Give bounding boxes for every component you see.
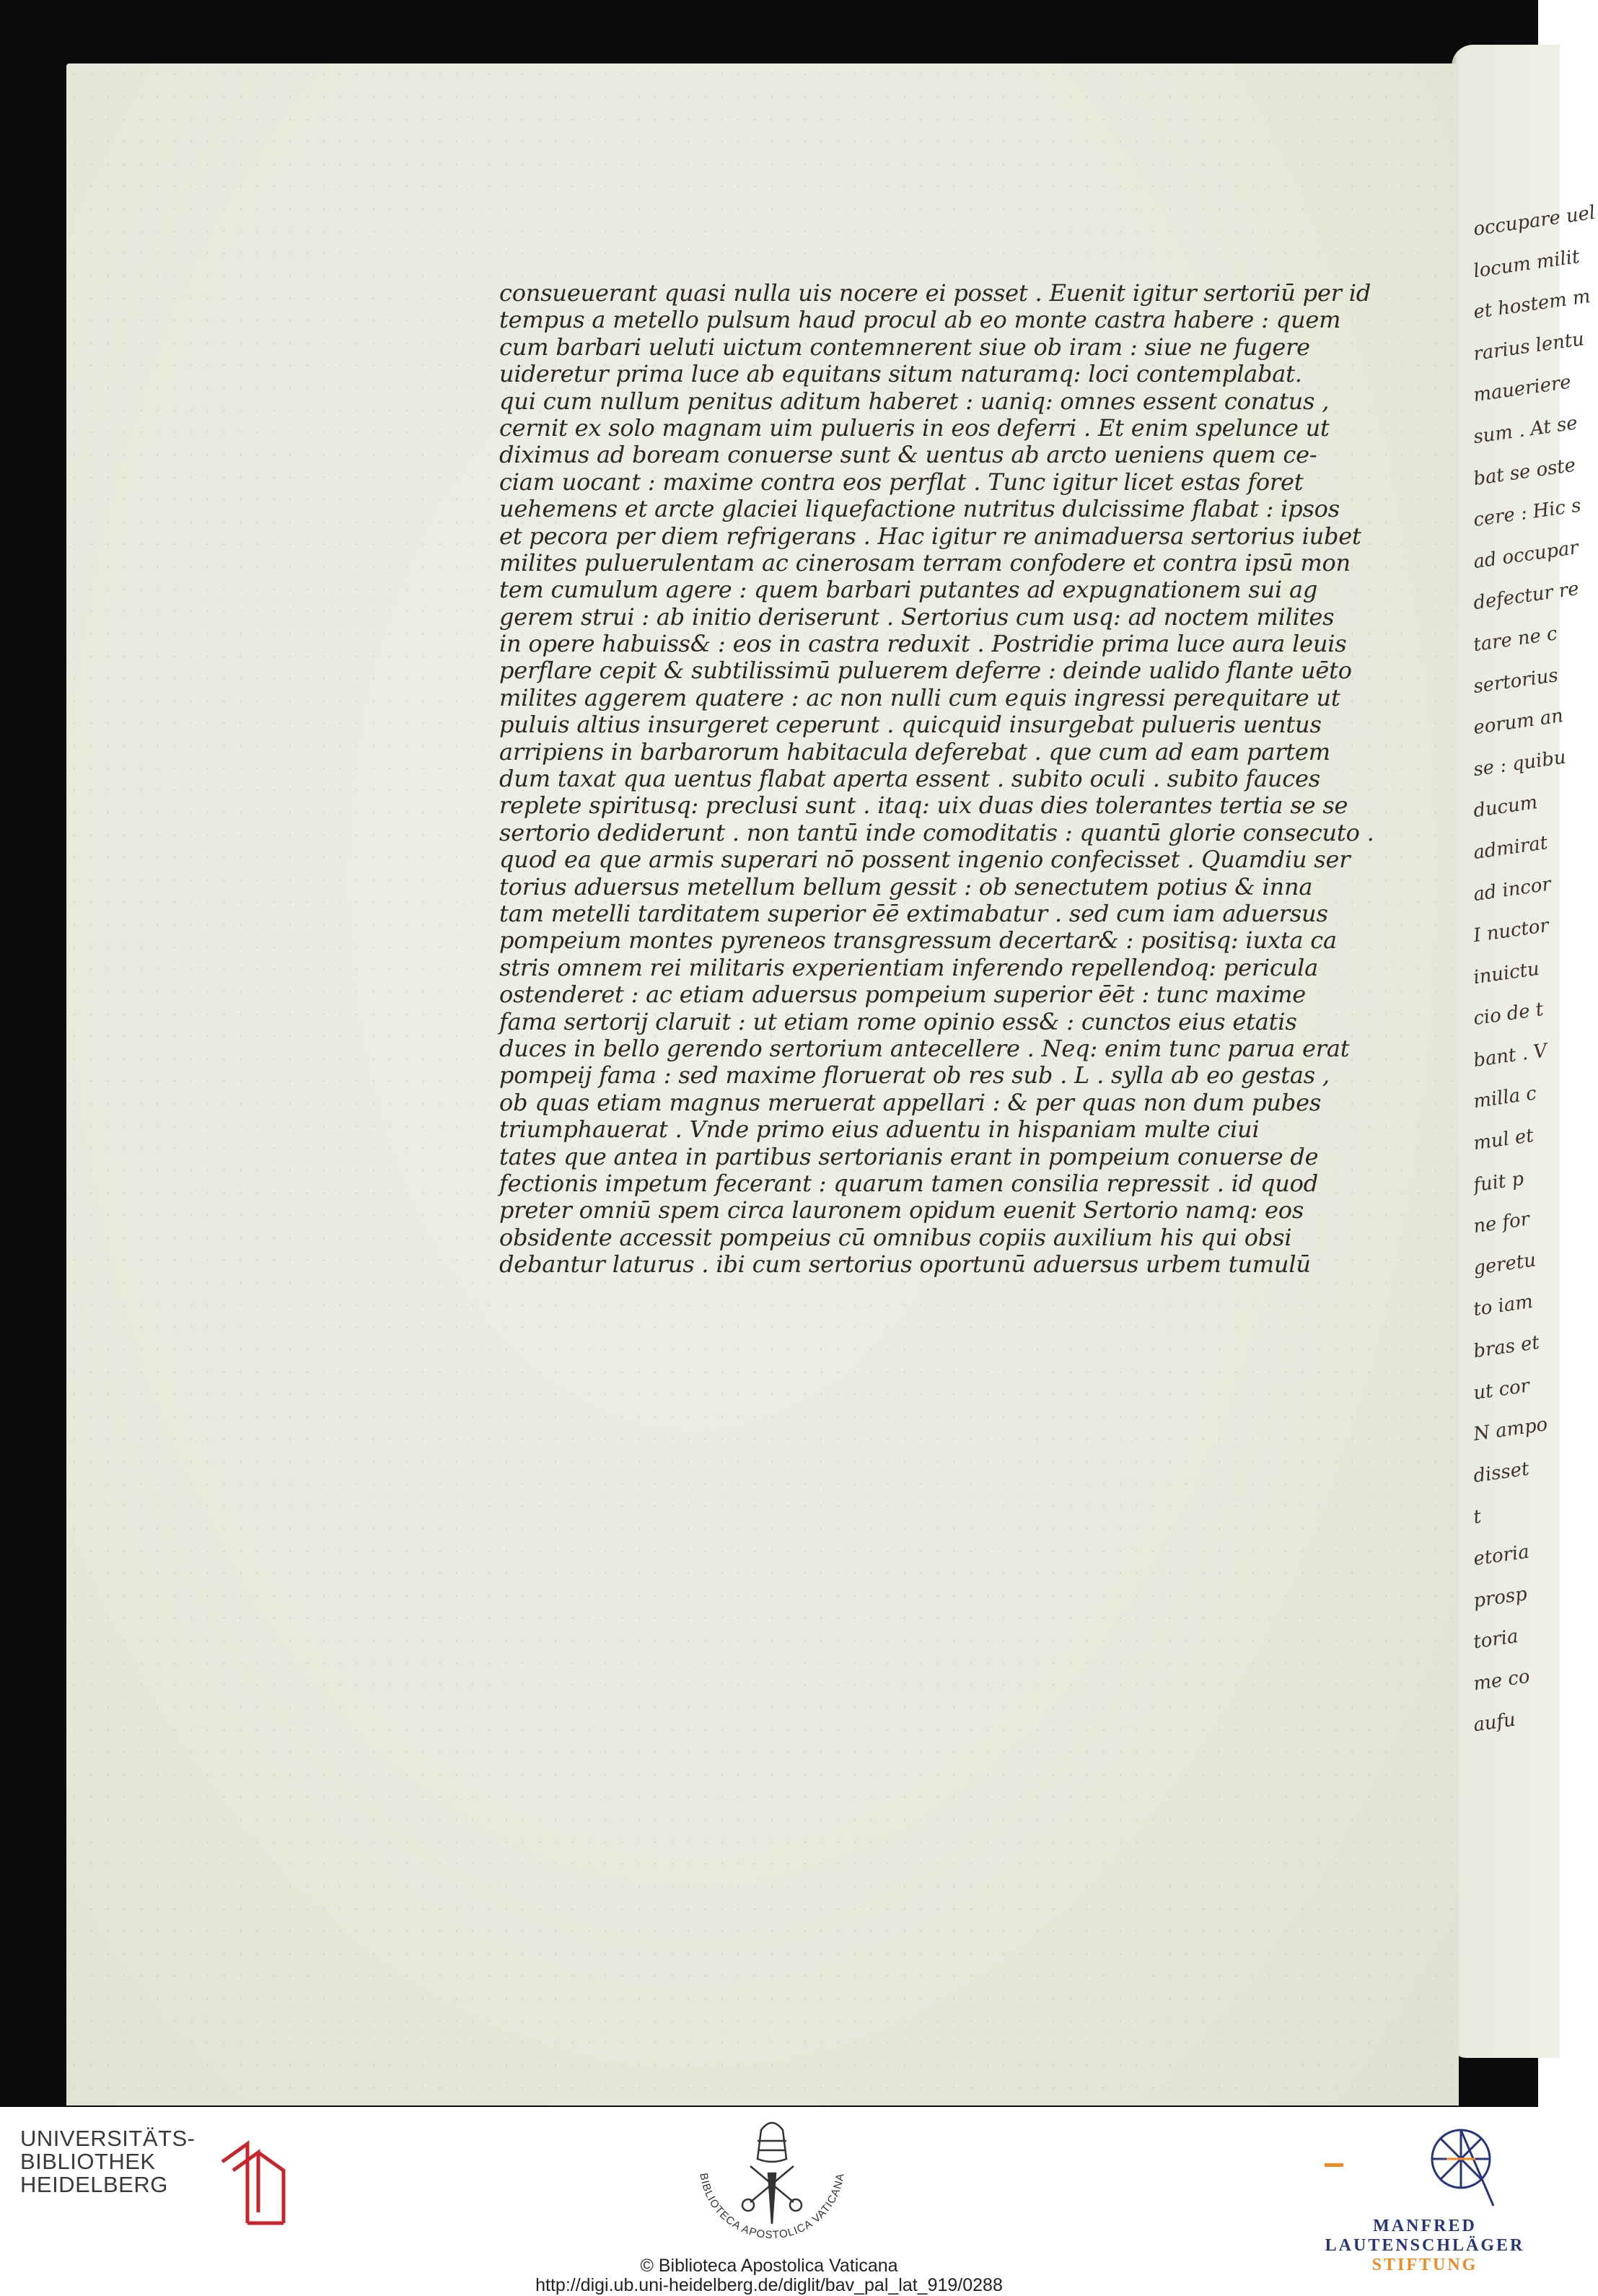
facing-page-line: fuit p <box>1472 1167 1525 1196</box>
ub-logo-line: HEIDELBERG <box>20 2172 168 2197</box>
manuscript-line: obsidente accessit pompeius cū omnibus copiis auxilium his qui obsi <box>499 1223 1292 1251</box>
facing-page-line: cere : Hic s <box>1472 494 1583 532</box>
facing-page-line: etoria <box>1472 1541 1531 1571</box>
facing-page-line: sertorius <box>1472 664 1560 698</box>
facing-page-line: me co <box>1472 1665 1532 1695</box>
facing-page-line: milla c <box>1472 1082 1538 1113</box>
facing-page-line: maueriere <box>1472 371 1573 407</box>
manuscript-line: tempus a metello pulsum haud procul ab eo monte castra habere : quem <box>499 306 1341 334</box>
facing-page-line: bant . V <box>1472 1040 1549 1072</box>
manuscript-line: uehemens et arcte glaciei liquefactione nutritus dulcissime flabat : ipsos <box>499 495 1340 523</box>
facing-page-line: N ampo <box>1472 1414 1550 1446</box>
lautenschlaeger-logo-text <box>1320 2217 1529 2275</box>
facing-page-line: inuictu <box>1472 958 1541 989</box>
facing-page-line: locum milit <box>1472 245 1581 282</box>
facing-page-line: occupare uel <box>1472 201 1597 241</box>
facing-page-line: bat se oste <box>1472 454 1577 490</box>
manuscript-line: arripiens in barbarorum habitacula deferebat . que cum ad eam partem <box>499 737 1330 766</box>
bav-logo[interactable] <box>678 2116 866 2245</box>
manuscript-line: sertorio dediderunt . non tantū inde comoditatis : quantū glorie consecuto . <box>499 818 1374 846</box>
orange-dash-decoration <box>1325 2163 1343 2167</box>
facing-page-line: toria <box>1472 1626 1520 1654</box>
manuscript-line: torius aduersus metellum bellum gessit : ob senectutem potius & inna <box>499 872 1313 901</box>
manuscript-line: replete spiritusq: preclusi sunt . itaq: uix duas dies tolerantes tertia se se <box>499 792 1348 820</box>
viewer-footer <box>0 2107 1538 2296</box>
sponsor-name-line: LAUTENSCHLÄGER <box>1325 2236 1525 2255</box>
facing-page-line: eorum an <box>1472 705 1565 740</box>
facing-page-line: I nuctor <box>1472 914 1550 947</box>
manuscript-line: fectionis impetum fecerant : quarum tamen consilia repressit . id quod <box>499 1169 1319 1197</box>
facing-page-line: aufu <box>1472 1709 1517 1737</box>
lautenschlaeger-compass-icon[interactable] <box>1425 2123 1504 2209</box>
manuscript-line: pompeij fama : sed maxime floruerat ob res sub . L . sylla ab eo gestas , <box>499 1061 1330 1090</box>
permalink-url[interactable]: http://digi.ub.uni-heidelberg.de/diglit/bav_pal_lat_919/0288 <box>535 2275 1003 2295</box>
manuscript-line: debantur laturus . ibi cum sertorius oportunū aduersus urbem tumulū <box>499 1250 1311 1279</box>
manuscript-line: tam metelli tarditatem superior ēē extimabatur . sed cum iam aduersus <box>499 899 1328 927</box>
manuscript-line: uideretur prima luce ab equitans situm naturamq: loci contemplabat. <box>499 360 1302 388</box>
manuscript-line: consueuerant quasi nulla uis nocere ei posset . Euenit igitur sertoriū per id <box>499 279 1371 307</box>
facing-page-line: sum . At se <box>1472 412 1579 449</box>
copyright-notice: © Biblioteca Apostolica Vaticana <box>640 2256 898 2276</box>
manuscript-line: diximus ad boream conuerse sunt & uentus ab arcto ueniens quem ce- <box>499 441 1317 469</box>
manuscript-page <box>66 63 1459 2106</box>
manuscript-line: perflare cepit & subtilissimū puluerem deferre : deinde ualido flante uēto <box>499 657 1352 685</box>
manuscript-line: qui cum nullum penitus aditum haberet : uaniq: omnes essent conatus , <box>499 387 1330 415</box>
manuscript-line: triumphauerat . Vnde primo eius aduentu in hispaniam multe ciui <box>499 1116 1260 1144</box>
facing-page-line: disset <box>1472 1458 1531 1488</box>
facing-page-line: ducum <box>1472 792 1540 823</box>
manuscript-line: ob quas etiam magnus meruerat appellari : & per quas non dum pubes <box>499 1088 1322 1116</box>
facing-page-line: se : quibu <box>1472 746 1568 781</box>
bav-logo-text: BIBLIOTECA APOSTOLICA VATICANA <box>697 2172 847 2242</box>
facing-page-line: et hostem m <box>1472 285 1592 324</box>
facing-page-line: ut cor <box>1472 1375 1531 1404</box>
manuscript-line: ciam uocant : maxime contra eos perflat . Tunc igitur licet estas foret <box>499 468 1304 496</box>
facing-page-line: admirat <box>1472 832 1550 864</box>
sponsor-name-line: MANFRED <box>1373 2217 1477 2235</box>
facing-page-line: defectur re <box>1472 578 1581 615</box>
facing-page-line: bras et <box>1472 1331 1541 1363</box>
manuscript-line: dum taxat qua uentus flabat aperta essent . subito oculi . subito fauces <box>499 765 1320 793</box>
manuscript-line: stris omnem rei militaris experientiam inferendo repellendoq: pericula <box>499 953 1319 981</box>
facing-page-line: ad incor <box>1472 872 1553 906</box>
facing-page-edge <box>1452 45 1597 2058</box>
manuscript-text-block <box>499 280 1372 1278</box>
facing-page-text <box>1472 201 1597 1741</box>
papal-crest-icon <box>678 2116 866 2245</box>
facing-page-line: geretu <box>1472 1249 1537 1280</box>
facing-page-line: prosp <box>1472 1582 1529 1612</box>
manuscript-line: tates que antea in partibus sertorianis erant in pompeium conuerse de <box>499 1142 1319 1170</box>
facing-page-line: rarius lentu <box>1472 328 1586 365</box>
manuscript-line: cernit ex solo magnam uim pulueris in eos deferri . Et enim spelunce ut <box>499 413 1330 442</box>
facing-page-line: t <box>1472 1506 1483 1529</box>
manuscript-line: tem cumulum agere : quem barbari putantes ad expugnationem sui ag <box>499 576 1318 604</box>
manuscript-line: puluis altius insurgeret ceperunt . quicquid insurgebat pulueris uentus <box>499 711 1322 739</box>
manuscript-line: preter omniū spem circa lauronem opidum euenit Sertorio namq: eos <box>499 1196 1304 1224</box>
ub-logo-line: BIBLIOTHEK <box>20 2149 156 2174</box>
facing-page-line: mul et <box>1472 1124 1535 1155</box>
manuscript-line: duces in bello gerendo sertorium antecellere . Neq: enim tunc parua erat <box>499 1034 1350 1062</box>
facing-page-line: to iam <box>1472 1291 1535 1321</box>
manuscript-line: milites aggerem quatere : ac non nulli cum equis ingressi perequitare ut <box>499 683 1340 711</box>
manuscript-line: ostenderet : ac etiam aduersus pompeium superior ēēt : tunc maxime <box>499 981 1306 1009</box>
manuscript-line: milites puluerulentam ac cinerosam terram confodere et contra ipsū mon <box>499 548 1351 577</box>
manuscript-line: cum barbari ueluti uictum contemnerent siue ob iram : siue ne fugere <box>499 333 1310 361</box>
manuscript-line: in opere habuiss& : eos in castra reduxit . Postridie prima luce aura leuis <box>499 630 1347 658</box>
facing-page-line: tare ne c <box>1472 623 1559 657</box>
ub-heidelberg-logo[interactable] <box>20 2127 280 2228</box>
facing-page-line: ne for <box>1472 1208 1531 1238</box>
facing-page-line: cio de t <box>1472 999 1545 1030</box>
sponsor-name-line: STIFTUNG <box>1371 2256 1478 2274</box>
ub-red-mark-icon <box>219 2140 287 2227</box>
ub-logo-line: UNIVERSITÄTS- <box>20 2126 196 2151</box>
facing-page-line: ad occupar <box>1472 536 1580 573</box>
manuscript-line: pompeium montes pyreneos transgressum decertar& : positisq: iuxta ca <box>499 926 1337 955</box>
manuscript-line: et pecora per diem refrigerans . Hac igitur re animaduersa sertorius iubet <box>499 522 1361 550</box>
manuscript-line: fama sertorij claruit : ut etiam rome opinio ess& : cunctos eius etatis <box>499 1007 1297 1035</box>
manuscript-line: quod ea que armis superari nō possent ingenio confecisset . Quamdiu ser <box>499 846 1351 874</box>
manuscript-line: gerem strui : ab initio deriserunt . Sertorius cum usq: ad noctem milites <box>499 603 1335 631</box>
